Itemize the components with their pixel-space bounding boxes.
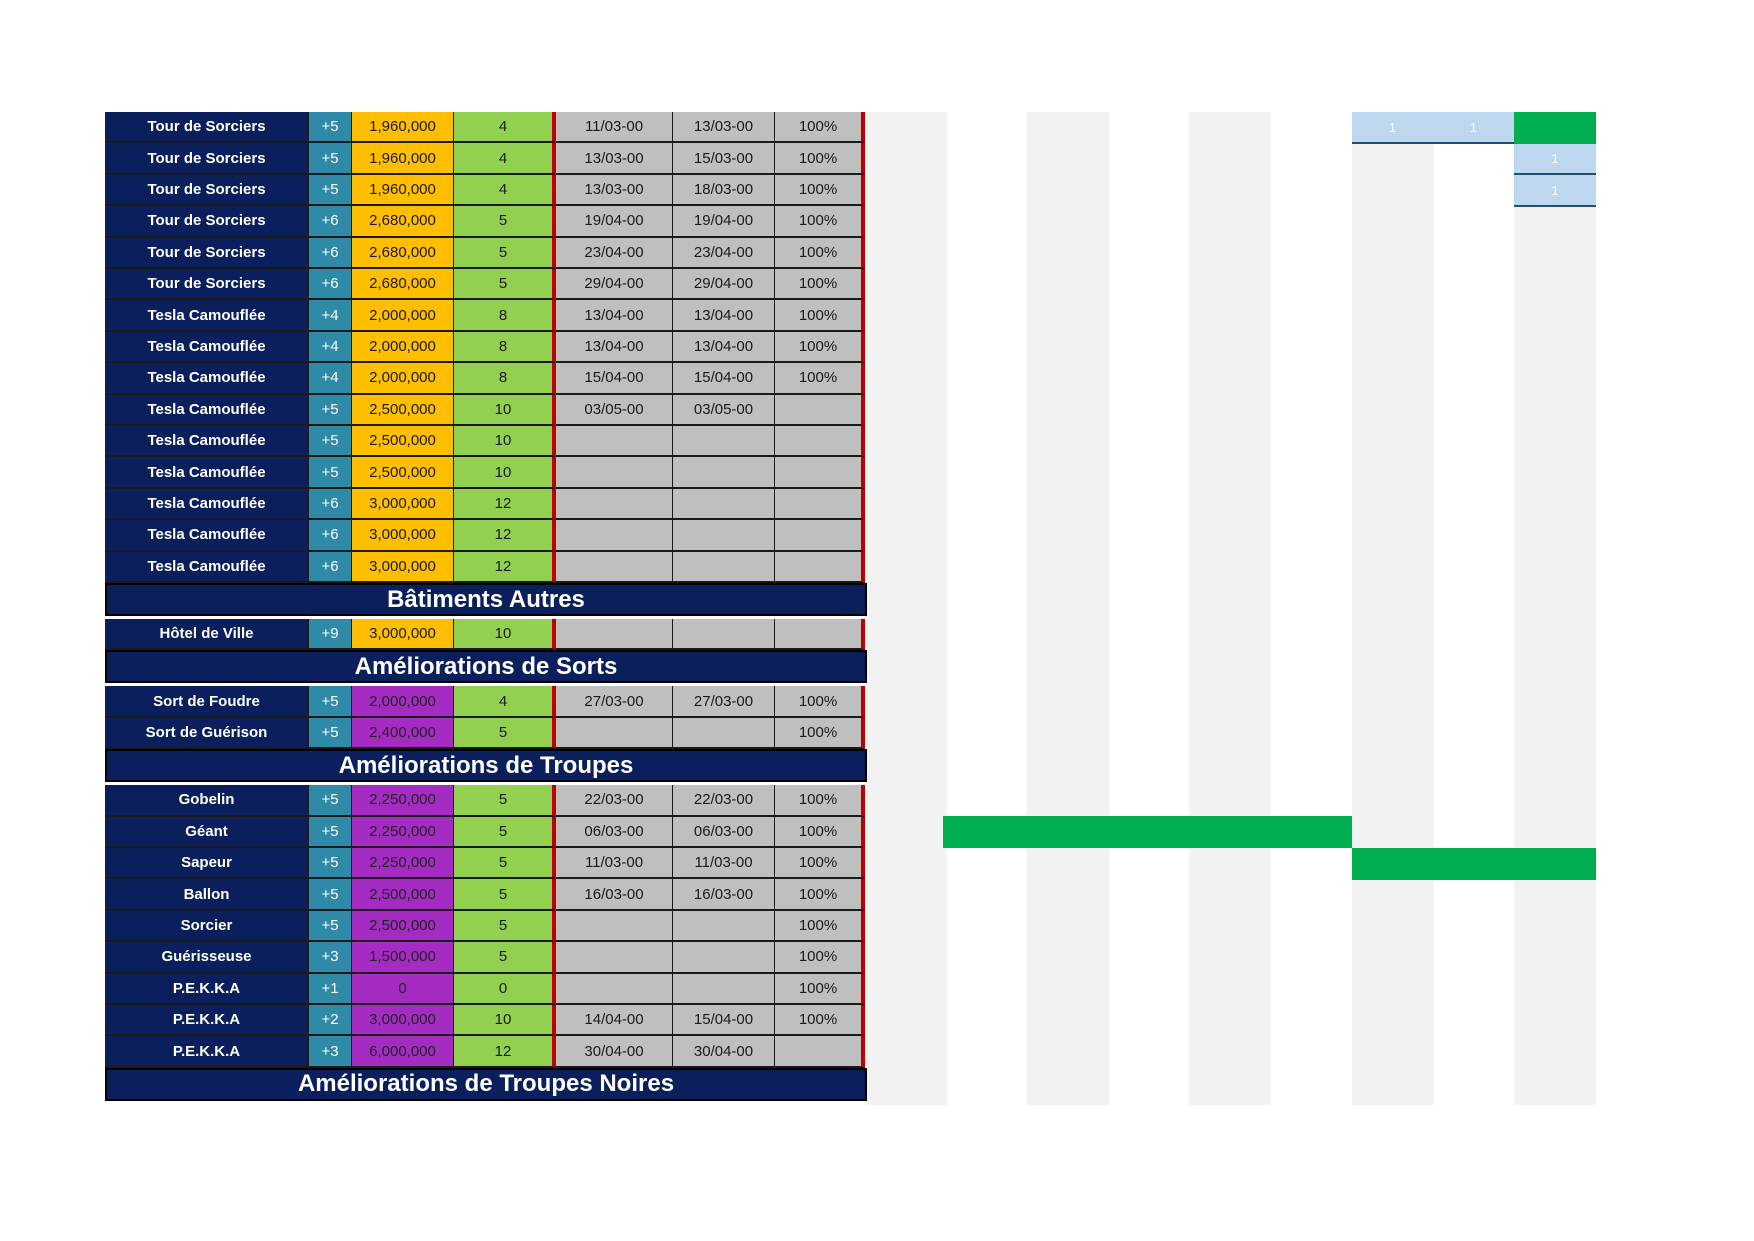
- start-date-cell[interactable]: 11/03-00: [556, 848, 673, 879]
- end-date-cell[interactable]: 11/03-00: [673, 848, 775, 879]
- duration-cell[interactable]: 5: [454, 911, 556, 942]
- duration-cell[interactable]: 5: [454, 817, 556, 848]
- end-date-cell[interactable]: [673, 718, 775, 749]
- level-cell[interactable]: +4: [309, 332, 352, 363]
- building-name-cell[interactable]: Tour de Sorciers: [105, 269, 309, 300]
- cost-cell[interactable]: 1,500,000: [352, 942, 454, 973]
- table-row: [105, 457, 865, 488]
- start-date-cell[interactable]: [556, 520, 673, 551]
- end-date-cell[interactable]: 03/05-00: [673, 395, 775, 426]
- building-name-cell[interactable]: Sapeur: [105, 848, 309, 879]
- progress-cell[interactable]: [775, 619, 865, 650]
- start-date-cell[interactable]: 27/03-00: [556, 686, 673, 717]
- progress-cell[interactable]: 100%: [775, 300, 865, 331]
- end-date-cell[interactable]: [673, 426, 775, 457]
- table-row: [105, 1036, 865, 1067]
- table-row: [105, 363, 865, 394]
- table-row: [105, 619, 865, 650]
- table-row: [105, 175, 865, 206]
- cost-cell[interactable]: 3,000,000: [352, 489, 454, 520]
- building-name-cell[interactable]: Tesla Camouflée: [105, 363, 309, 394]
- table-row: [105, 426, 865, 457]
- table-row: [105, 395, 865, 426]
- end-date-cell[interactable]: [673, 457, 775, 488]
- level-cell[interactable]: +5: [309, 879, 352, 910]
- start-date-cell[interactable]: 23/04-00: [556, 238, 673, 269]
- table-row: [105, 817, 865, 848]
- gantt-stripe: [865, 112, 947, 1105]
- end-date-cell[interactable]: 13/04-00: [673, 332, 775, 363]
- cost-cell[interactable]: 2,250,000: [352, 817, 454, 848]
- start-date-cell[interactable]: 14/04-00: [556, 1005, 673, 1036]
- start-date-cell[interactable]: [556, 942, 673, 973]
- progress-cell[interactable]: [775, 457, 865, 488]
- building-name-cell[interactable]: Sorcier: [105, 911, 309, 942]
- level-cell[interactable]: +5: [309, 175, 352, 206]
- cost-cell[interactable]: 6,000,000: [352, 1036, 454, 1067]
- level-cell[interactable]: +6: [309, 489, 352, 520]
- section-header: Améliorations de Troupes: [105, 749, 867, 782]
- progress-cell[interactable]: 100%: [775, 269, 865, 300]
- start-date-cell[interactable]: [556, 911, 673, 942]
- table-row: [105, 269, 865, 300]
- end-date-cell[interactable]: 13/03-00: [673, 112, 775, 143]
- section-header: Bâtiments Autres: [105, 583, 867, 616]
- level-cell[interactable]: +2: [309, 1005, 352, 1036]
- progress-cell[interactable]: 100%: [775, 911, 865, 942]
- progress-cell[interactable]: 100%: [775, 1005, 865, 1036]
- duration-cell[interactable]: 8: [454, 363, 556, 394]
- gantt-stripe: [1514, 112, 1596, 1105]
- table-row: [105, 552, 865, 583]
- building-name-cell[interactable]: P.E.K.K.A: [105, 974, 309, 1005]
- end-date-cell[interactable]: 15/03-00: [673, 143, 775, 174]
- gantt-bar: [1352, 848, 1596, 880]
- end-date-cell[interactable]: [673, 520, 775, 551]
- progress-cell[interactable]: 100%: [775, 718, 865, 749]
- end-date-cell[interactable]: [673, 942, 775, 973]
- duration-cell[interactable]: 12: [454, 520, 556, 551]
- section-header: Améliorations de Sorts: [105, 650, 867, 683]
- cost-cell[interactable]: 2,500,000: [352, 879, 454, 910]
- level-cell[interactable]: +6: [309, 206, 352, 237]
- duration-cell[interactable]: 4: [454, 112, 556, 143]
- start-date-cell[interactable]: 15/04-00: [556, 363, 673, 394]
- progress-cell[interactable]: [775, 489, 865, 520]
- cost-cell[interactable]: 2,250,000: [352, 848, 454, 879]
- start-date-cell[interactable]: 03/05-00: [556, 395, 673, 426]
- end-date-cell[interactable]: 30/04-00: [673, 1036, 775, 1067]
- cost-cell[interactable]: 2,000,000: [352, 300, 454, 331]
- cost-cell[interactable]: 3,000,000: [352, 619, 454, 650]
- building-name-cell[interactable]: Tesla Camouflée: [105, 457, 309, 488]
- duration-cell[interactable]: 5: [454, 238, 556, 269]
- gantt-cell: 1: [1352, 112, 1433, 144]
- end-date-cell[interactable]: [673, 552, 775, 583]
- level-cell[interactable]: +5: [309, 395, 352, 426]
- level-cell[interactable]: +5: [309, 785, 352, 816]
- progress-cell[interactable]: 100%: [775, 238, 865, 269]
- duration-cell[interactable]: 10: [454, 395, 556, 426]
- cost-cell[interactable]: 1,960,000: [352, 175, 454, 206]
- start-date-cell[interactable]: [556, 718, 673, 749]
- level-cell[interactable]: +6: [309, 269, 352, 300]
- duration-cell[interactable]: 8: [454, 332, 556, 363]
- end-date-cell[interactable]: 15/04-00: [673, 1005, 775, 1036]
- building-name-cell[interactable]: Guérisseuse: [105, 942, 309, 973]
- building-name-cell[interactable]: Tesla Camouflée: [105, 426, 309, 457]
- table-row: [105, 718, 865, 749]
- start-date-cell[interactable]: [556, 489, 673, 520]
- progress-cell[interactable]: [775, 520, 865, 551]
- end-date-cell[interactable]: 22/03-00: [673, 785, 775, 816]
- level-cell[interactable]: +5: [309, 457, 352, 488]
- gantt-bar: [1514, 112, 1596, 144]
- duration-cell[interactable]: 10: [454, 619, 556, 650]
- start-date-cell[interactable]: 30/04-00: [556, 1036, 673, 1067]
- start-date-cell[interactable]: 06/03-00: [556, 817, 673, 848]
- cost-cell[interactable]: 2,000,000: [352, 363, 454, 394]
- cost-cell[interactable]: 3,000,000: [352, 552, 454, 583]
- table-row: [105, 879, 865, 910]
- cost-cell[interactable]: 0: [352, 974, 454, 1005]
- cost-cell[interactable]: 3,000,000: [352, 520, 454, 551]
- level-cell[interactable]: +5: [309, 817, 352, 848]
- end-date-cell[interactable]: [673, 489, 775, 520]
- cost-cell[interactable]: 1,960,000: [352, 112, 454, 143]
- duration-cell[interactable]: 5: [454, 879, 556, 910]
- building-name-cell[interactable]: P.E.K.K.A: [105, 1036, 309, 1067]
- start-date-cell[interactable]: 19/04-00: [556, 206, 673, 237]
- building-name-cell[interactable]: Tour de Sorciers: [105, 238, 309, 269]
- start-date-cell[interactable]: 29/04-00: [556, 269, 673, 300]
- progress-cell[interactable]: [775, 552, 865, 583]
- table-row: [105, 1005, 865, 1036]
- progress-cell[interactable]: 100%: [775, 143, 865, 174]
- table-row: [105, 143, 865, 174]
- duration-cell[interactable]: 5: [454, 269, 556, 300]
- table-row: [105, 520, 865, 551]
- building-name-cell[interactable]: Tour de Sorciers: [105, 175, 309, 206]
- level-cell[interactable]: +3: [309, 942, 352, 973]
- progress-cell[interactable]: 100%: [775, 879, 865, 910]
- end-date-cell[interactable]: 15/04-00: [673, 363, 775, 394]
- end-date-cell[interactable]: 27/03-00: [673, 686, 775, 717]
- duration-cell[interactable]: 10: [454, 457, 556, 488]
- progress-cell[interactable]: [775, 395, 865, 426]
- table-row: [105, 686, 865, 717]
- duration-cell[interactable]: 8: [454, 300, 556, 331]
- cost-cell[interactable]: 2,000,000: [352, 332, 454, 363]
- cost-cell[interactable]: 2,680,000: [352, 238, 454, 269]
- progress-cell[interactable]: 100%: [775, 942, 865, 973]
- cost-cell[interactable]: 2,500,000: [352, 911, 454, 942]
- duration-cell[interactable]: 5: [454, 785, 556, 816]
- start-date-cell[interactable]: 13/04-00: [556, 300, 673, 331]
- gantt-cell: 1: [1433, 112, 1514, 144]
- end-date-cell[interactable]: 29/04-00: [673, 269, 775, 300]
- table-row: [105, 489, 865, 520]
- gantt-stripe: [1027, 112, 1109, 1105]
- building-name-cell[interactable]: Tesla Camouflée: [105, 395, 309, 426]
- end-date-cell[interactable]: 06/03-00: [673, 817, 775, 848]
- gantt-stripe: [1352, 112, 1434, 1105]
- level-cell[interactable]: +3: [309, 1036, 352, 1067]
- start-date-cell[interactable]: 13/03-00: [556, 143, 673, 174]
- table-row: [105, 238, 865, 269]
- start-date-cell[interactable]: [556, 974, 673, 1005]
- table-row: [105, 974, 865, 1005]
- progress-cell[interactable]: 100%: [775, 848, 865, 879]
- duration-cell[interactable]: 12: [454, 489, 556, 520]
- start-date-cell[interactable]: 11/03-00: [556, 112, 673, 143]
- table-row: [105, 848, 865, 879]
- start-date-cell[interactable]: [556, 457, 673, 488]
- table-row: [105, 942, 865, 973]
- start-date-cell[interactable]: 16/03-00: [556, 879, 673, 910]
- end-date-cell[interactable]: [673, 911, 775, 942]
- building-name-cell[interactable]: Sort de Foudre: [105, 686, 309, 717]
- start-date-cell[interactable]: [556, 619, 673, 650]
- duration-cell[interactable]: 0: [454, 974, 556, 1005]
- cost-cell[interactable]: 2,680,000: [352, 269, 454, 300]
- building-name-cell[interactable]: Tesla Camouflée: [105, 332, 309, 363]
- gantt-bar: [943, 816, 1352, 848]
- cost-cell[interactable]: 2,680,000: [352, 206, 454, 237]
- end-date-cell[interactable]: [673, 974, 775, 1005]
- end-date-cell[interactable]: [673, 619, 775, 650]
- table-row: [105, 911, 865, 942]
- building-name-cell[interactable]: Tour de Sorciers: [105, 112, 309, 143]
- duration-cell[interactable]: 12: [454, 1036, 556, 1067]
- duration-cell[interactable]: 4: [454, 175, 556, 206]
- progress-cell[interactable]: [775, 426, 865, 457]
- start-date-cell[interactable]: 22/03-00: [556, 785, 673, 816]
- duration-cell[interactable]: 5: [454, 718, 556, 749]
- progress-cell[interactable]: 100%: [775, 206, 865, 237]
- end-date-cell[interactable]: 18/03-00: [673, 175, 775, 206]
- cost-cell[interactable]: 2,500,000: [352, 426, 454, 457]
- progress-cell[interactable]: 100%: [775, 332, 865, 363]
- cost-cell[interactable]: 2,500,000: [352, 457, 454, 488]
- level-cell[interactable]: +5: [309, 718, 352, 749]
- building-name-cell[interactable]: Sort de Guérison: [105, 718, 309, 749]
- building-name-cell[interactable]: Tour de Sorciers: [105, 143, 309, 174]
- level-cell[interactable]: +6: [309, 238, 352, 269]
- duration-cell[interactable]: 10: [454, 1005, 556, 1036]
- level-cell[interactable]: +5: [309, 112, 352, 143]
- cost-cell[interactable]: 3,000,000: [352, 1005, 454, 1036]
- progress-cell[interactable]: 100%: [775, 817, 865, 848]
- cost-cell[interactable]: 2,500,000: [352, 395, 454, 426]
- start-date-cell[interactable]: 13/03-00: [556, 175, 673, 206]
- progress-cell[interactable]: 100%: [775, 112, 865, 143]
- progress-cell[interactable]: 100%: [775, 785, 865, 816]
- duration-cell[interactable]: 5: [454, 206, 556, 237]
- gantt-cell: 1: [1514, 144, 1596, 175]
- building-name-cell[interactable]: Géant: [105, 817, 309, 848]
- duration-cell[interactable]: 4: [454, 143, 556, 174]
- progress-cell[interactable]: 100%: [775, 363, 865, 394]
- start-date-cell[interactable]: [556, 552, 673, 583]
- progress-cell[interactable]: 100%: [775, 974, 865, 1005]
- end-date-cell[interactable]: 19/04-00: [673, 206, 775, 237]
- building-name-cell[interactable]: Tesla Camouflée: [105, 552, 309, 583]
- section-header: Améliorations de Troupes Noires: [105, 1068, 867, 1101]
- building-name-cell[interactable]: Ballon: [105, 879, 309, 910]
- building-name-cell[interactable]: Hôtel de Ville: [105, 619, 309, 650]
- start-date-cell[interactable]: [556, 426, 673, 457]
- progress-cell[interactable]: 100%: [775, 686, 865, 717]
- end-date-cell[interactable]: 16/03-00: [673, 879, 775, 910]
- level-cell[interactable]: +5: [309, 911, 352, 942]
- duration-cell[interactable]: 12: [454, 552, 556, 583]
- level-cell[interactable]: +5: [309, 143, 352, 174]
- building-name-cell[interactable]: Tour de Sorciers: [105, 206, 309, 237]
- building-name-cell[interactable]: P.E.K.K.A: [105, 1005, 309, 1036]
- level-cell[interactable]: +5: [309, 426, 352, 457]
- building-name-cell[interactable]: Tesla Camouflée: [105, 300, 309, 331]
- progress-cell[interactable]: [775, 1036, 865, 1067]
- gantt-cell: 1: [1514, 175, 1596, 207]
- cost-cell[interactable]: 2,250,000: [352, 785, 454, 816]
- building-name-cell[interactable]: Gobelin: [105, 785, 309, 816]
- duration-cell[interactable]: 4: [454, 686, 556, 717]
- level-cell[interactable]: +4: [309, 300, 352, 331]
- end-date-cell[interactable]: 13/04-00: [673, 300, 775, 331]
- table-row: [105, 206, 865, 237]
- level-cell[interactable]: +5: [309, 848, 352, 879]
- table-row: [105, 785, 865, 816]
- table-row: [105, 300, 865, 331]
- level-cell[interactable]: +6: [309, 520, 352, 551]
- cost-cell[interactable]: 1,960,000: [352, 143, 454, 174]
- gantt-stripe: [1189, 112, 1271, 1105]
- duration-cell[interactable]: 5: [454, 942, 556, 973]
- duration-cell[interactable]: 10: [454, 426, 556, 457]
- level-cell[interactable]: +5: [309, 686, 352, 717]
- building-name-cell[interactable]: Tesla Camouflée: [105, 520, 309, 551]
- progress-cell[interactable]: 100%: [775, 175, 865, 206]
- building-name-cell[interactable]: Tesla Camouflée: [105, 489, 309, 520]
- level-cell[interactable]: +9: [309, 619, 352, 650]
- level-cell[interactable]: +6: [309, 552, 352, 583]
- cost-cell[interactable]: 2,400,000: [352, 718, 454, 749]
- table-row: [105, 112, 865, 143]
- level-cell[interactable]: +4: [309, 363, 352, 394]
- start-date-cell[interactable]: 13/04-00: [556, 332, 673, 363]
- table-row: [105, 332, 865, 363]
- duration-cell[interactable]: 5: [454, 848, 556, 879]
- level-cell[interactable]: +1: [309, 974, 352, 1005]
- cost-cell[interactable]: 2,000,000: [352, 686, 454, 717]
- end-date-cell[interactable]: 23/04-00: [673, 238, 775, 269]
